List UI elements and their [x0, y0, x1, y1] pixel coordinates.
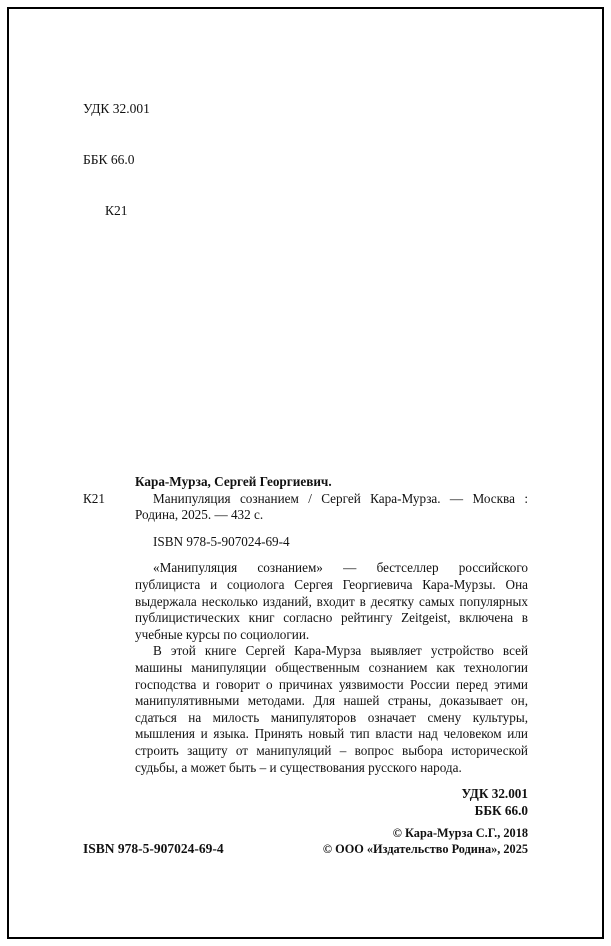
classification-block: [83, 66, 150, 253]
bbk-number-right: ББК 66.0: [474, 803, 528, 819]
bbk-number: ББК 66.0: [83, 152, 135, 167]
author-sign: К21: [105, 203, 128, 218]
copyright-line-1: © Кара-Мурза С.Г., 2018: [392, 826, 528, 840]
bib-index: К21: [83, 491, 105, 506]
annotation-paragraph-1: «Манипуляция сознанием» — бестселлер российского публициста и социолога Сергея Георгиевича Кара-Мурзы. Она выдержала несколько изданий, входит в десятку самых популярных публицистических книг согласно рейтингу Zeitgeist, включена в учебные курсы по социологии.: [135, 560, 528, 642]
catalog-entry: [135, 474, 528, 819]
annotation-paragraph-2: В этой книге Сергей Кара-Мурза выявляет устройство всей машины манипуляции общественным сознанием как технологии господства и говорит о причинах уязвимости России перед этими манипулятивными методами. Для нашей страны, доказывает он, сдаться на милость манипуляторов означает смену культуры, мышления и языка. Принять новый тип власти над человеком или строить защиту от манипуляций – вопрос выбора исторической судьбы, а может быть – и существования русского народа.: [135, 643, 528, 775]
footer: [83, 826, 528, 857]
footer-isbn: ISBN 978-5-907024-69-4: [83, 841, 224, 856]
copyright-block: [323, 826, 528, 857]
copyright-line-2: © ООО «Издательство Родина», 2025: [322, 841, 528, 856]
author-heading: Кара-Мурза, Сергей Георгиевич.: [135, 474, 332, 489]
udk-number-right: УДК 32.001: [461, 786, 528, 802]
isbn-line: ISBN 978-5-907024-69-4: [153, 533, 290, 549]
udk-number: УДК 32.001: [83, 101, 150, 116]
classification-right-block: [135, 785, 528, 819]
bib-description: Манипуляция сознанием / Сергей Кара-Мурза. — Москва : Родина, 2025. — 432 с.: [135, 490, 528, 523]
